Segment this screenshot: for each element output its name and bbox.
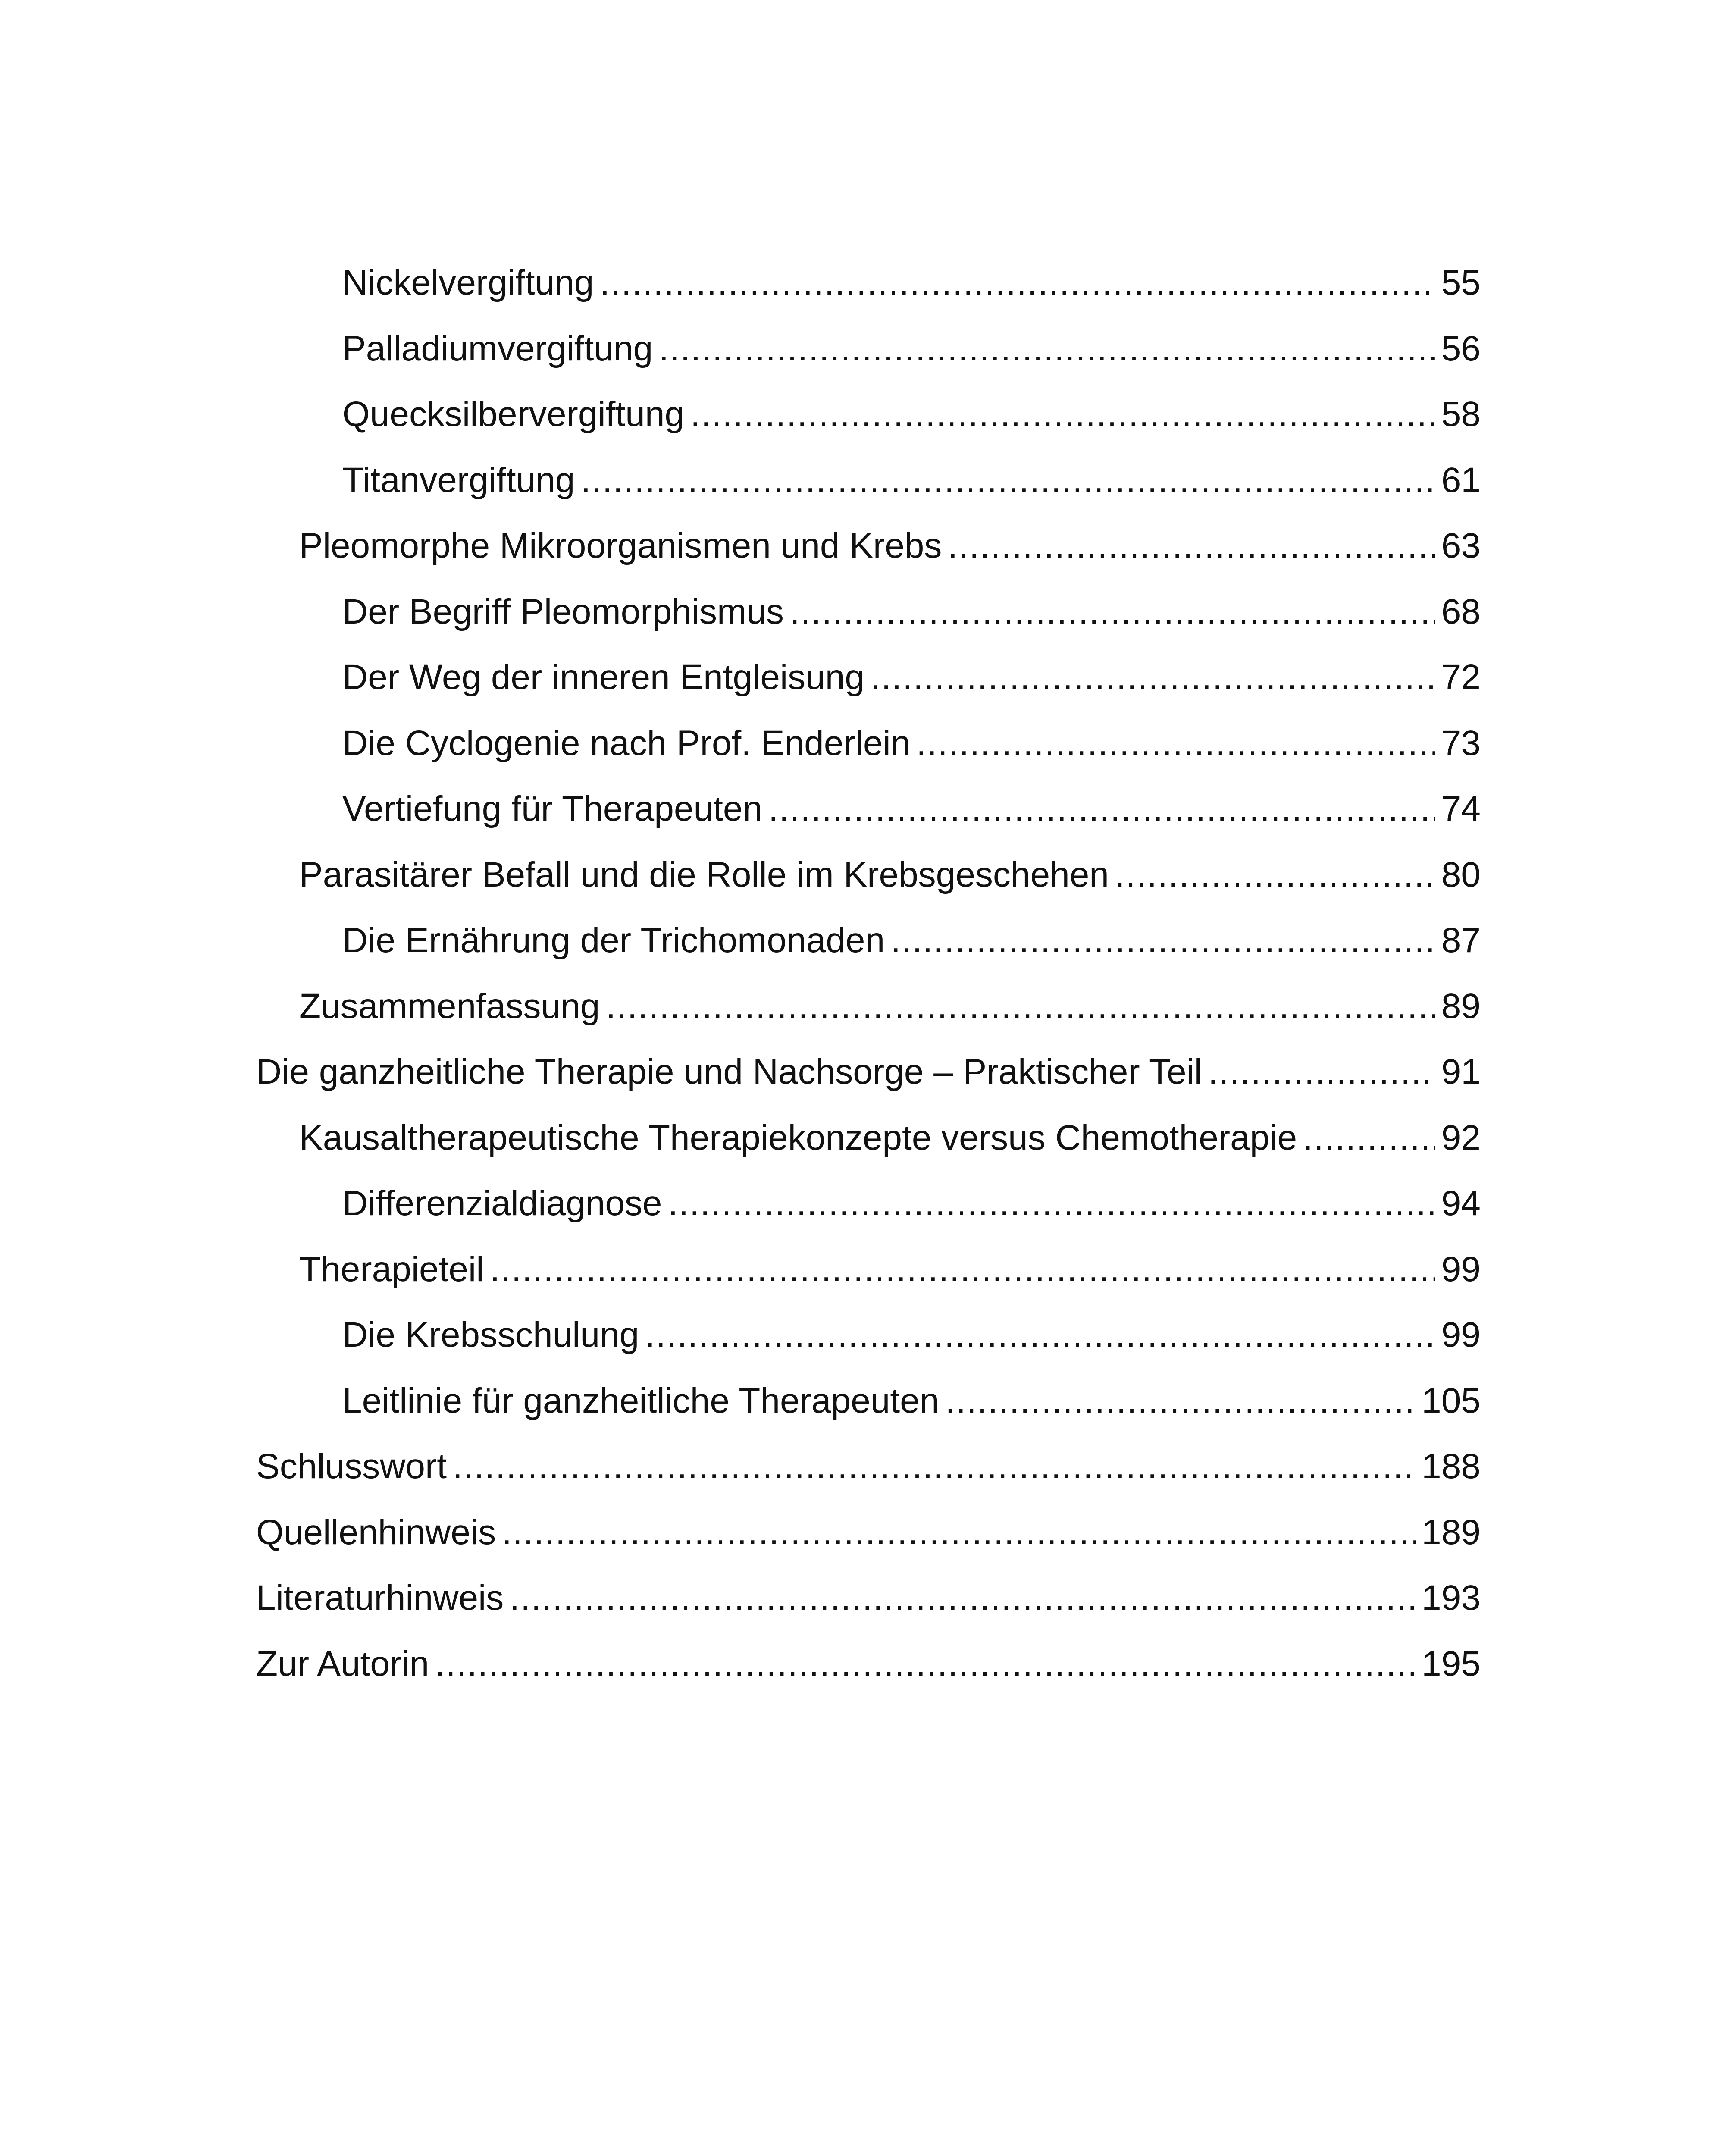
toc-entry-page-number: 73 [1441, 723, 1481, 763]
toc-entry-page-number: 193 [1422, 1578, 1481, 1617]
toc-entry-title: Die ganzheitliche Therapie und Nachsorge – Praktischer Teil [256, 1052, 1202, 1091]
toc-dot-leader [916, 711, 1435, 777]
toc-entry [256, 1368, 1481, 1434]
toc-entry [256, 1105, 1481, 1171]
toc-dot-leader [510, 1565, 1416, 1631]
toc-entry-page-number: 92 [1441, 1118, 1481, 1157]
toc-entry-page-number: 61 [1441, 460, 1481, 500]
toc-entry-title: Nickelvergiftung [342, 263, 594, 302]
toc-dot-leader [502, 1500, 1416, 1566]
toc-entry [256, 448, 1481, 514]
toc-entry-page-number: 189 [1422, 1512, 1481, 1552]
toc-entry-page-number: 55 [1441, 263, 1481, 302]
toc-entry-page-number: 99 [1441, 1249, 1481, 1289]
toc-entry [256, 513, 1481, 579]
toc-dot-leader [645, 1302, 1435, 1368]
toc-entry-title: Der Weg der inneren Entgleisung [342, 658, 864, 697]
table-of-contents [256, 250, 1481, 1697]
toc-entry [256, 776, 1481, 842]
toc-dot-leader [891, 908, 1435, 974]
toc-entry-page-number: 80 [1441, 855, 1481, 894]
toc-entry-page-number: 87 [1441, 921, 1481, 960]
toc-entry-title: Schlusswort [256, 1447, 447, 1486]
toc-entry-title: Der Begriff Pleomorphismus [342, 592, 784, 631]
toc-entry [256, 579, 1481, 645]
toc-dot-leader [490, 1237, 1435, 1303]
toc-dot-leader [871, 645, 1435, 711]
toc-entry [256, 1500, 1481, 1566]
toc-dot-leader [659, 316, 1435, 382]
toc-entry-title: Vertiefung für Therapeuten [342, 789, 763, 828]
toc-entry-title: Quecksilbervergiftung [342, 395, 685, 434]
toc-dot-leader [453, 1434, 1416, 1500]
toc-entry-page-number: 74 [1441, 789, 1481, 828]
toc-entry-title: Zusammenfassung [299, 986, 600, 1026]
toc-entry-title: Kausaltherapeutische Therapiekonzepte versus Chemotherapie [299, 1118, 1297, 1157]
toc-entry-page-number: 105 [1422, 1381, 1481, 1420]
toc-entry [256, 1302, 1481, 1368]
toc-entry-page-number: 63 [1441, 526, 1481, 565]
toc-entry [256, 1039, 1481, 1105]
toc-entry-title: Leitlinie für ganzheitliche Therapeuten [342, 1381, 940, 1420]
toc-entry-page-number: 91 [1441, 1052, 1481, 1091]
toc-entry [256, 382, 1481, 448]
toc-dot-leader [606, 974, 1435, 1040]
toc-dot-leader [768, 776, 1435, 842]
toc-entry [256, 974, 1481, 1040]
toc-entry-title: Palladiumvergiftung [342, 329, 653, 368]
toc-entry-page-number: 195 [1422, 1644, 1481, 1683]
toc-entry-page-number: 89 [1441, 986, 1481, 1026]
toc-entry-page-number: 68 [1441, 592, 1481, 631]
toc-dot-leader [600, 250, 1435, 316]
toc-dot-leader [790, 579, 1435, 645]
toc-entry-page-number: 56 [1441, 329, 1481, 368]
toc-dot-leader [945, 1368, 1416, 1434]
toc-entry [256, 1565, 1481, 1631]
toc-entry-page-number: 94 [1441, 1184, 1481, 1223]
toc-entry-page-number: 99 [1441, 1315, 1481, 1354]
toc-dot-leader [581, 448, 1435, 514]
toc-entry-title: Therapieteil [299, 1249, 484, 1289]
toc-entry [256, 316, 1481, 382]
toc-entry-title: Parasitärer Befall und die Rolle im Krebsgeschehen [299, 855, 1109, 894]
toc-entry [256, 1237, 1481, 1303]
toc-entry [256, 1631, 1481, 1697]
toc-entry-page-number: 188 [1422, 1447, 1481, 1486]
toc-entry [256, 645, 1481, 711]
toc-entry-title: Quellenhinweis [256, 1512, 496, 1552]
toc-entry [256, 1171, 1481, 1237]
toc-entry [256, 842, 1481, 908]
toc-entry-title: Die Cyclogenie nach Prof. Enderlein [342, 723, 911, 763]
toc-dot-leader [690, 382, 1435, 448]
toc-entry [256, 250, 1481, 316]
toc-dot-leader [1303, 1105, 1435, 1171]
toc-dot-leader [435, 1631, 1416, 1697]
toc-entry-page-number: 58 [1441, 395, 1481, 434]
toc-entry-title: Literaturhinweis [256, 1578, 504, 1617]
toc-entry-title: Die Krebsschulung [342, 1315, 639, 1354]
toc-entry-title: Zur Autorin [256, 1644, 429, 1683]
toc-dot-leader [668, 1171, 1435, 1237]
toc-entry-title: Die Ernährung der Trichomonaden [342, 921, 885, 960]
toc-entry-title: Differenzialdiagnose [342, 1184, 662, 1223]
toc-entry-title: Titanvergiftung [342, 460, 575, 500]
toc-entry-title: Pleomorphe Mikroorganismen und Krebs [299, 526, 942, 565]
toc-dot-leader [1115, 842, 1435, 908]
toc-dot-leader [1208, 1039, 1435, 1105]
toc-entry [256, 711, 1481, 777]
toc-dot-leader [948, 513, 1435, 579]
toc-entry [256, 1434, 1481, 1500]
toc-entry [256, 908, 1481, 974]
toc-entry-page-number: 72 [1441, 658, 1481, 697]
